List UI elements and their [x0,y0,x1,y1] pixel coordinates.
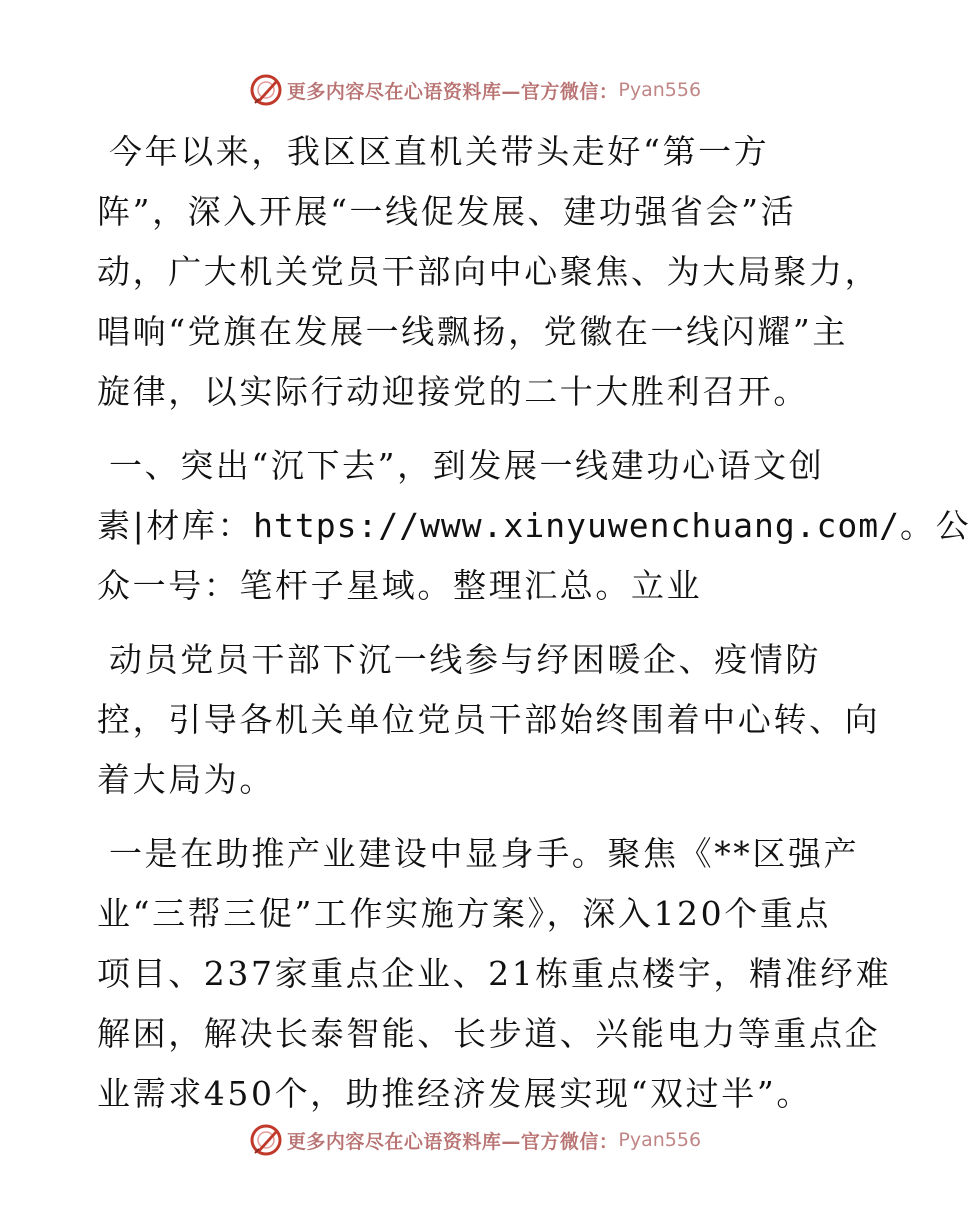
text-line: 一是在助推产业建设中显身手。聚焦《**区强产 [109,834,860,873]
text-line: 旋律，以实际行动迎接党的二十大胜利召开。 [97,372,809,411]
footer-banner [0,1120,950,1160]
text-line: 业“三帮三促”工作实施方案》，深入120个重点 [97,894,832,933]
text-line: 业需求450个，助推经济发展实现“双过半”。 [97,1074,812,1113]
quill-pen-seal-icon [249,73,283,107]
header-banner [0,70,950,110]
text-line: 阵”，深入开展“一线促发展、建功强省会”活 [97,192,797,231]
paragraph-mobilize [97,630,881,810]
banner-text: 更多内容尽在心语资料库—官方微信： [286,1130,619,1153]
text-line: 控，引导各机关单位党员干部始终围着中心转、向 [97,700,881,739]
banner-wechat-id: Pyan556 [618,79,702,101]
text-line: 众一号：笔杆子星域。整理汇总。立业 [97,566,703,605]
banner-text: 更多内容尽在心语资料库—官方微信： [286,80,619,103]
text-line: 动员党员干部下沉一线参与纾困暖企、疫情防 [109,640,821,679]
text-line: 项目、237家重点企业、21栋重点楼宇，精准纾难 [97,954,892,993]
text-line: 动，广大机关党员干部向中心聚焦、为大局聚力， [97,252,881,291]
text-line [97,496,971,556]
website-url-text: https://www.xinyuwenchuang.com/ [253,506,901,545]
text-line: 一、突出“沉下去”，到发展一线建功心语文创 [109,446,825,485]
banner-wechat-id: Pyan556 [618,1129,702,1151]
document-body [97,122,971,1138]
text-line: 唱响“党旗在发展一线飘扬，党徽在一线闪耀”主 [97,312,848,351]
text-line: 着大局为。 [97,760,275,799]
text-line: 解困，解决长泰智能、长步道、兴能电力等重点企 [97,1014,881,1053]
section-heading-1 [97,436,971,616]
paragraph-industry [97,824,892,1124]
text-fragment: 。公 [900,506,971,545]
quill-pen-seal-icon [249,1123,283,1157]
text-line: 今年以来，我区区直机关带头走好“第一方 [109,132,770,171]
text-fragment: 素|材库： [97,506,254,545]
paragraph-intro [97,122,881,422]
